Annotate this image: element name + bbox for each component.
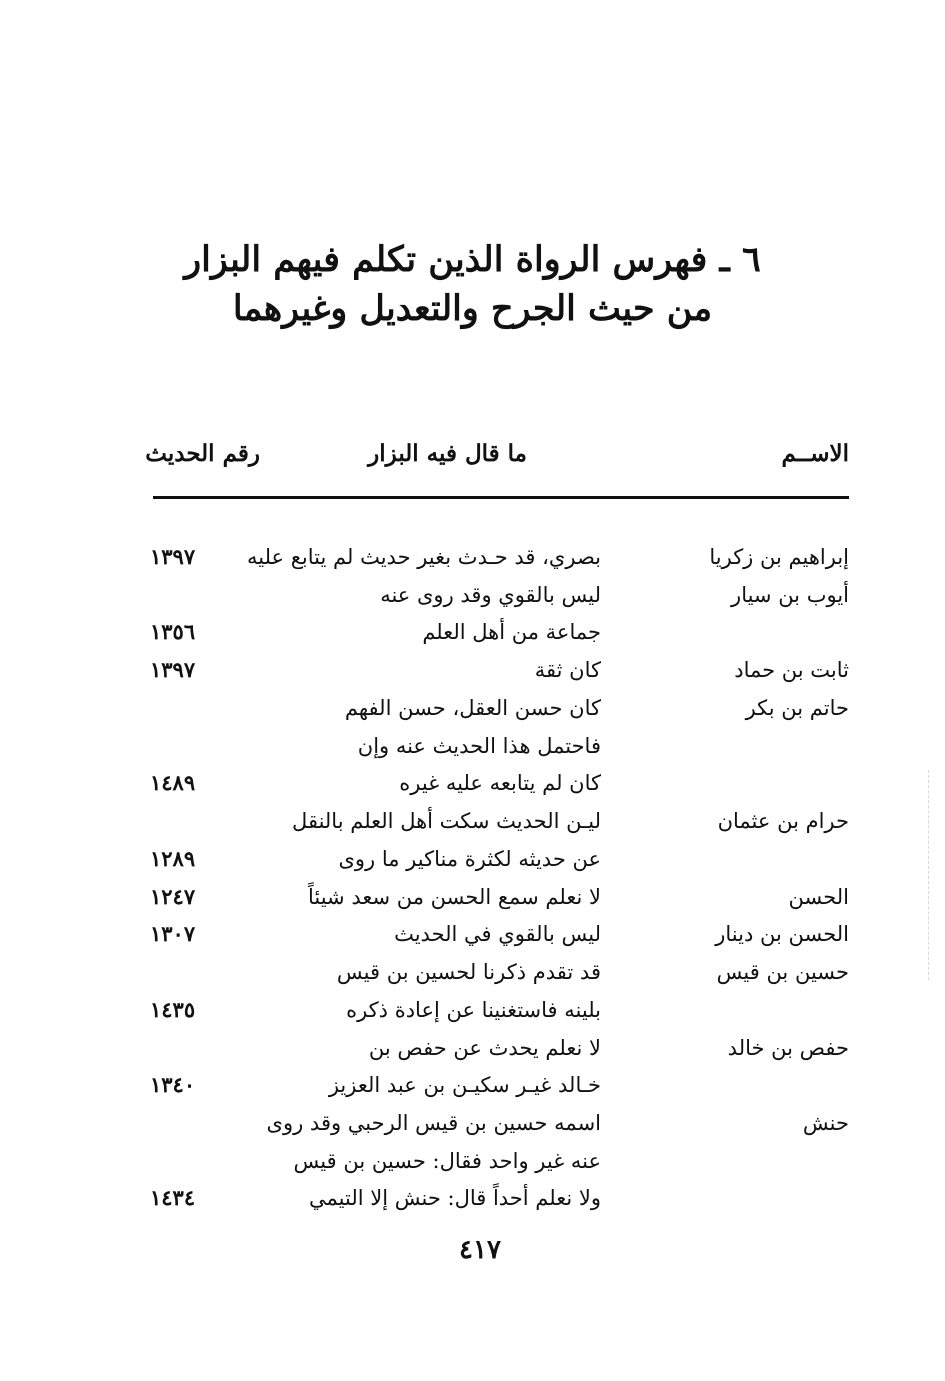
column-header-name: الاســم [781, 440, 849, 467]
bazzar-comment: ليـن الحديث سكت أهل العلم بالنقل [292, 809, 601, 833]
bazzar-comment: قد تقدم ذكرنا لحسين بن قيس [336, 960, 601, 984]
bazzar-comment: عن حديثه لكثرة مناكير ما روى [338, 847, 601, 871]
table-row [0, 615, 945, 653]
narrator-name: حفص بن خالد [727, 1036, 849, 1060]
table-row [0, 766, 945, 804]
table-row [0, 691, 945, 729]
table-row [0, 1106, 945, 1144]
bazzar-comment: كان حسن العقل، حسن الفهم [344, 696, 601, 720]
bazzar-comment: عنه غير واحد فقال: حسين بن قيس [293, 1149, 601, 1173]
bazzar-comment: كان ثقة [534, 658, 601, 682]
narrator-name: حاتم بن بكر [745, 696, 849, 720]
bazzar-comment: فاحتمل هذا الحديث عنه وإن [357, 734, 601, 758]
page-number: ٤١٧ [459, 1235, 501, 1265]
column-header-said: ما قال فيه البزار [368, 440, 527, 467]
hadith-number: ١٤٣٥ [150, 997, 196, 1022]
bazzar-comment: ليس بالقوي وقد روى عنه [380, 583, 601, 607]
bazzar-comment: لا نعلم يحدث عن حفص بن [368, 1036, 601, 1060]
narrator-name: أيوب بن سيار [731, 583, 849, 607]
index-title-line-2: من حيث الجرح والتعديل وغيرهما [232, 288, 713, 329]
hadith-number: ١٢٨٩ [150, 846, 196, 871]
narrator-name: حسين بن قيس [716, 960, 849, 984]
table-row [0, 917, 945, 955]
header-rule [153, 496, 849, 499]
bazzar-comment: ولا نعلم أحداً قال: حنش إلا التيمي [309, 1186, 601, 1210]
table-row [0, 578, 945, 616]
bazzar-comment: ليس بالقوي في الحديث [394, 922, 601, 946]
hadith-number: ١٣٥٦ [150, 619, 196, 644]
bazzar-comment: بلينه فاستغنينا عن إعادة ذكره [346, 998, 601, 1022]
hadith-number: ١٣٠٧ [150, 921, 196, 946]
bazzar-comment: جماعة من أهل العلم [422, 620, 601, 644]
table-row [0, 729, 945, 767]
hadith-number: ١٣٩٧ [150, 657, 196, 682]
column-header-number: رقم الحديث [145, 440, 260, 467]
scan-edge-mark [928, 770, 945, 980]
table-row [0, 1031, 945, 1069]
narrator-name: الحسن [788, 885, 849, 909]
narrator-name: حرام بن عثمان [717, 809, 849, 833]
narrator-name: حنش [802, 1111, 849, 1135]
index-title-line-1: ٦ ـ فهرس الرواة الذين تكلم فيهم البزار [184, 239, 761, 280]
hadith-number: ١٣٩٧ [150, 544, 196, 569]
narrator-name: إبراهيم بن زكريا [709, 545, 849, 569]
table-row [0, 1068, 945, 1106]
hadith-number: ١٢٤٧ [150, 884, 196, 909]
bazzar-comment: بصري، قد حـدث بغير حديث لم يتابع عليه [247, 545, 601, 569]
bazzar-comment: لا نعلم سمع الحسن من سعد شيئاً [307, 885, 601, 909]
table-row [0, 1144, 945, 1182]
table-row [0, 540, 945, 578]
bazzar-comment: كان لم يتابعه عليه غيره [399, 771, 601, 795]
hadith-number: ١٤٣٤ [150, 1185, 196, 1210]
table-row [0, 804, 945, 842]
hadith-number: ١٤٨٩ [150, 770, 196, 795]
table-row [0, 880, 945, 918]
hadith-number: ١٣٤٠ [150, 1072, 196, 1097]
table-row [0, 1181, 945, 1219]
narrator-name: الحسن بن دينار [715, 922, 849, 946]
table-row [0, 653, 945, 691]
table-row [0, 993, 945, 1031]
bazzar-comment: خـالد غيـر سكيـن بن عبد العزيز [328, 1073, 601, 1097]
narrator-name: ثابت بن حماد [734, 658, 849, 682]
table-row [0, 842, 945, 880]
bazzar-comment: اسمه حسين بن قيس الرحبي وقد روى [266, 1111, 601, 1135]
table-row [0, 955, 945, 993]
